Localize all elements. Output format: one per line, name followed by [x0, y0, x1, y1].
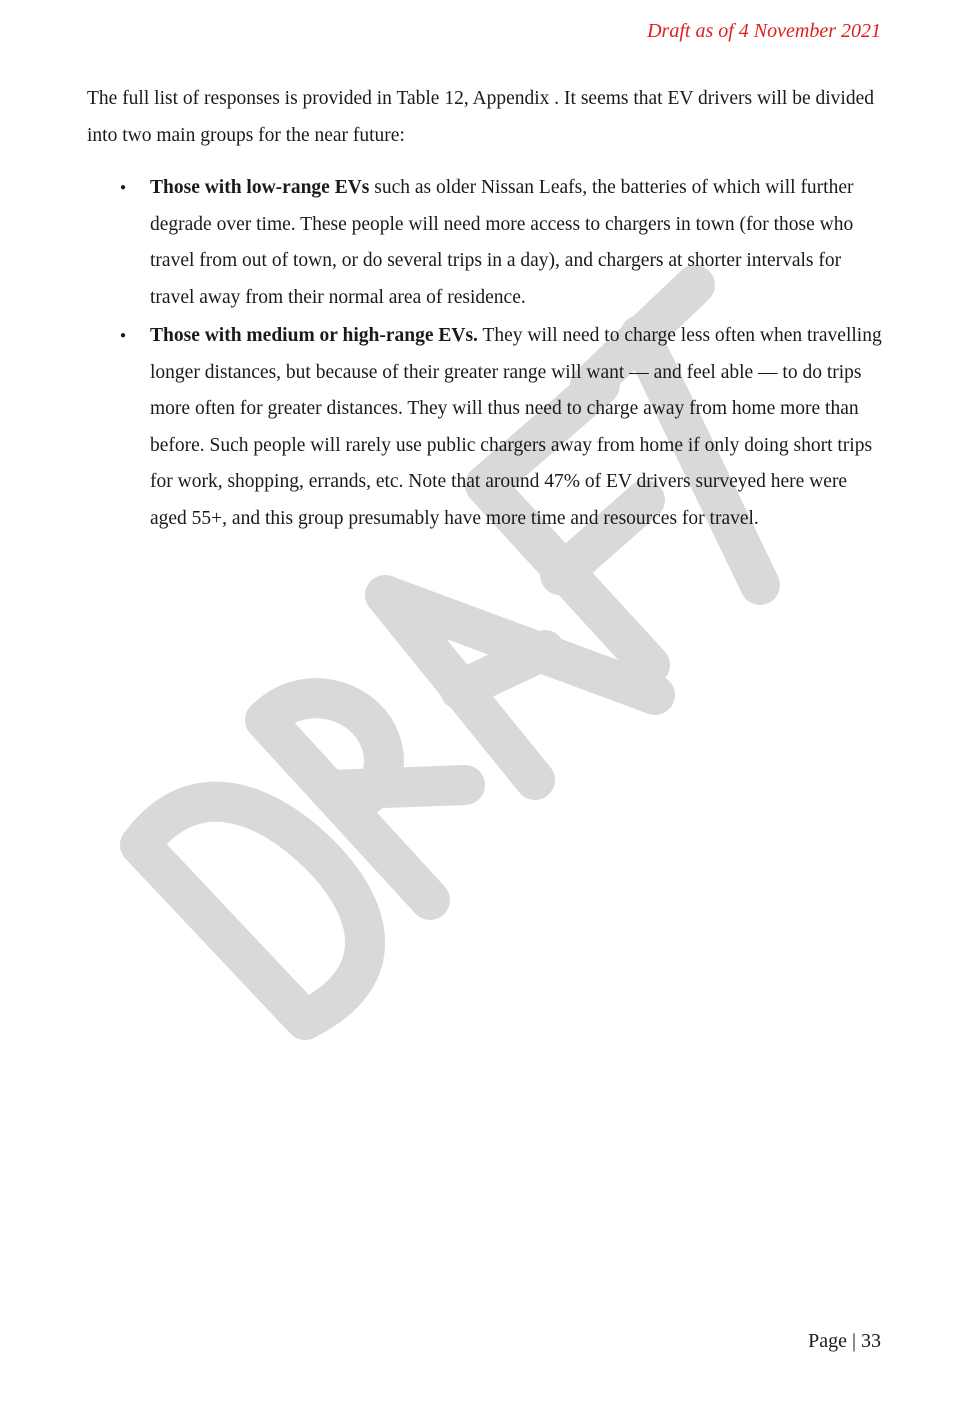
watermark-letter-d — [140, 802, 365, 1020]
bullet-lead-text: Those with medium or high-range EVs. — [150, 325, 478, 346]
draft-date-header: Draft as of 4 November 2021 — [647, 20, 881, 42]
bullet-lead-text: Those with low-range EVs — [150, 177, 370, 198]
list-item-medium-high-range — [87, 318, 882, 537]
document-body — [87, 81, 882, 539]
watermark-letter-r — [265, 698, 465, 900]
bullet-icon: ● — [120, 182, 127, 193]
bullet-body-text: They will need to charge less often when travelling longer distances, but because of their greater range will want — and feel able — to do trips more often for greater distances. They will thus need to charge away from home more than before. Such people will rarely use public chargers away from home if only doing short trips for work, shopping, errands, etc. Note that around 47% of EV drivers surveyed here were aged 55+, and this group presumably have more time and resources for travel. — [150, 325, 882, 529]
list-item-low-range — [87, 170, 882, 316]
intro-paragraph: The full list of responses is provided in Table 12, Appendix . It seems that EV drivers will be divided into two main groups for the near future: — [87, 88, 874, 146]
driver-groups-list — [87, 170, 882, 537]
bullet-body-text: such as older Nissan Leafs, the batteries of which will further degrade over time. These people will need more access to chargers in town (for those who travel from out of town, or do several trips in a day), and chargers at shorter intervals for travel away from their normal area of residence. — [150, 177, 854, 308]
bullet-icon: ● — [120, 330, 127, 341]
watermark-letter-a — [385, 595, 655, 780]
page-number: Page | 33 — [808, 1330, 881, 1352]
